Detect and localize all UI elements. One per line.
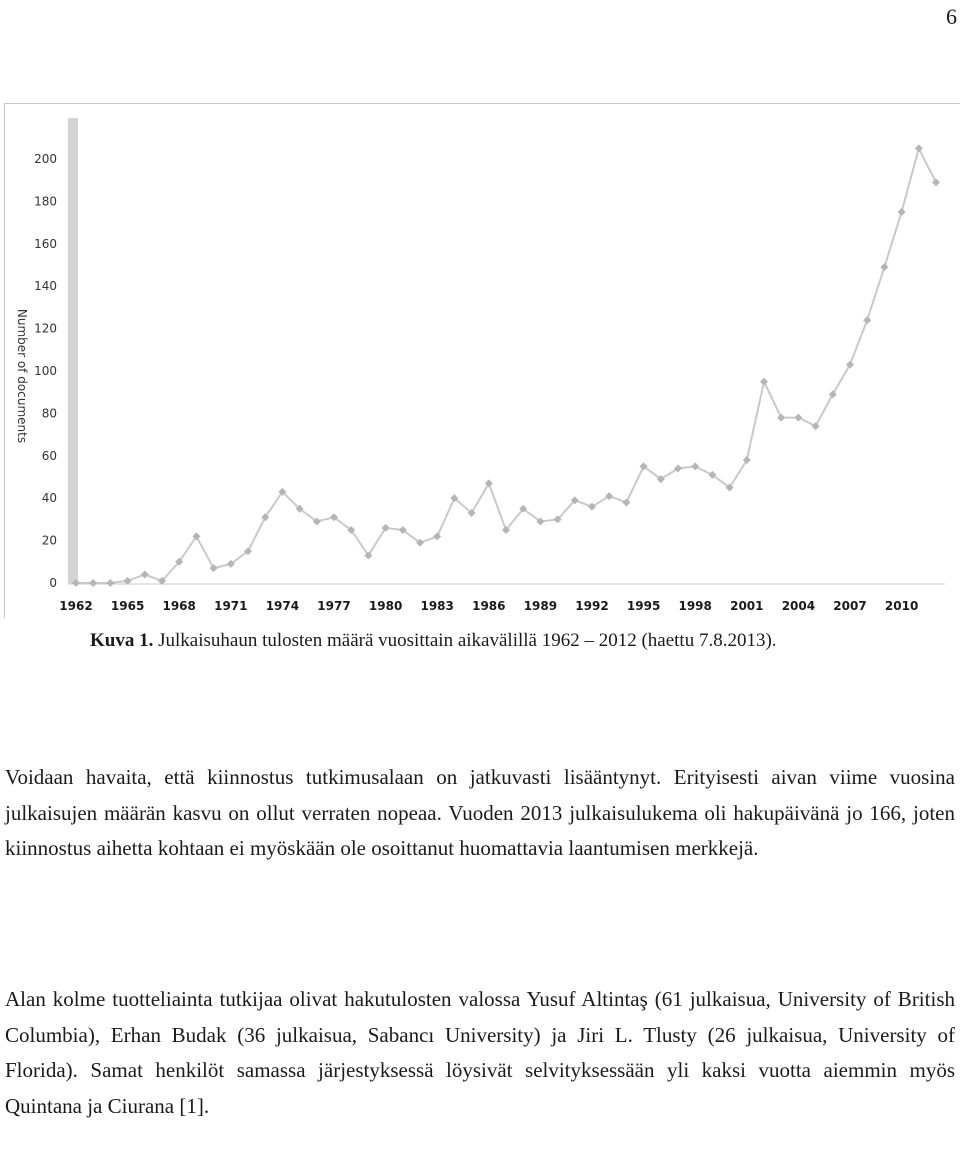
x-tick-label: 1968 bbox=[162, 599, 196, 613]
axes bbox=[68, 118, 945, 584]
paragraph-1: Voidaan havaita, että kiinnostus tutkimusalaan on jatkuvasti lisääntynyt. Erityisesti aivan viime vuosina julkaisujen määrän kasvu on ollut verraten nopeaa. Vuoden 2013 julkaisulukema oli hakupäivänä jo 166, joten kiinnostus aihetta kohtaan ei myöskään ole osoittanut huomattavia laantumisen merkkejä. bbox=[5, 765, 955, 860]
x-tick-label: 1992 bbox=[575, 599, 609, 613]
x-tick-label: 2001 bbox=[730, 599, 764, 613]
caption-label: Kuva 1. bbox=[90, 630, 154, 651]
y-tick-label: 100 bbox=[34, 364, 57, 378]
data-point bbox=[141, 571, 149, 579]
data-point bbox=[622, 498, 630, 506]
data-point bbox=[760, 378, 768, 386]
y-tick-label: 20 bbox=[41, 533, 57, 548]
data-point bbox=[863, 316, 871, 324]
data-point bbox=[210, 564, 218, 572]
x-tick-label: 1980 bbox=[368, 599, 403, 613]
x-tick-label: 1971 bbox=[214, 599, 248, 613]
caption-text: Julkaisuhaun tulosten määrä vuosittain aikavälillä 1962 – 2012 (haettu 7.8.2013). bbox=[153, 630, 777, 651]
data-point bbox=[829, 390, 837, 398]
y-axis-bar bbox=[68, 118, 78, 584]
data-point bbox=[106, 579, 114, 587]
x-tick-labels bbox=[59, 599, 918, 613]
y-tick-label: 120 bbox=[34, 321, 57, 336]
x-tick-label: 1986 bbox=[472, 599, 506, 613]
x-tick-label: 2010 bbox=[884, 599, 919, 613]
x-tick-label: 1977 bbox=[317, 599, 351, 613]
y-axis-title bbox=[15, 309, 29, 443]
publications-chart bbox=[4, 103, 960, 618]
y-tick-label: 0 bbox=[49, 576, 57, 590]
y-axis-label: Number of documents bbox=[15, 308, 29, 444]
x-tick-label: 2004 bbox=[781, 599, 816, 613]
x-tick-label: 1995 bbox=[626, 599, 661, 613]
data-point bbox=[812, 422, 820, 430]
series-line bbox=[76, 148, 936, 583]
x-tick-label: 1974 bbox=[265, 599, 300, 613]
data-point bbox=[932, 178, 940, 186]
x-tick-label: 1983 bbox=[420, 599, 454, 613]
y-tick-label: 40 bbox=[41, 491, 57, 506]
data-point bbox=[89, 579, 97, 587]
y-tick-label: 140 bbox=[34, 279, 57, 294]
x-tick-label: 1965 bbox=[110, 599, 145, 613]
y-tick-labels bbox=[34, 152, 57, 590]
y-tick-label: 180 bbox=[34, 194, 57, 209]
page-number: 6 bbox=[946, 4, 957, 29]
chart-svg bbox=[5, 104, 960, 618]
figure-caption bbox=[90, 630, 777, 652]
data-point bbox=[485, 479, 493, 487]
y-tick-label: 200 bbox=[34, 152, 57, 166]
data-point bbox=[777, 414, 785, 422]
x-tick-label: 1962 bbox=[59, 599, 93, 613]
x-tick-label: 1998 bbox=[678, 599, 712, 613]
data-point bbox=[691, 462, 699, 470]
paragraph-2: Alan kolme tuotteliainta tutkijaa olivat hakutulosten valossa Yusuf Altintaş (61 julkaisua, University of British Columbia), Erhan Budak (36 julkaisua, Sabancı University) ja Jiri L. Tlusty (26 julkaisua, University of Florida). Samat henkilöt samassa järjestyksessä löysivät selvityksessään yli kaksi vuotta aiemmin myös Quintana ja Ciurana [1]. bbox=[5, 987, 955, 1118]
y-tick-label: 160 bbox=[34, 236, 57, 251]
data-point bbox=[915, 144, 923, 152]
y-tick-label: 80 bbox=[41, 406, 57, 421]
data-point bbox=[794, 414, 802, 422]
data-point bbox=[898, 208, 906, 216]
x-tick-label: 2007 bbox=[833, 599, 867, 613]
data-point bbox=[433, 532, 441, 540]
y-tick-label: 60 bbox=[41, 448, 57, 463]
series-markers bbox=[72, 144, 940, 587]
x-tick-label: 1989 bbox=[523, 599, 558, 613]
data-point bbox=[880, 263, 888, 271]
series-line-path bbox=[76, 148, 936, 583]
